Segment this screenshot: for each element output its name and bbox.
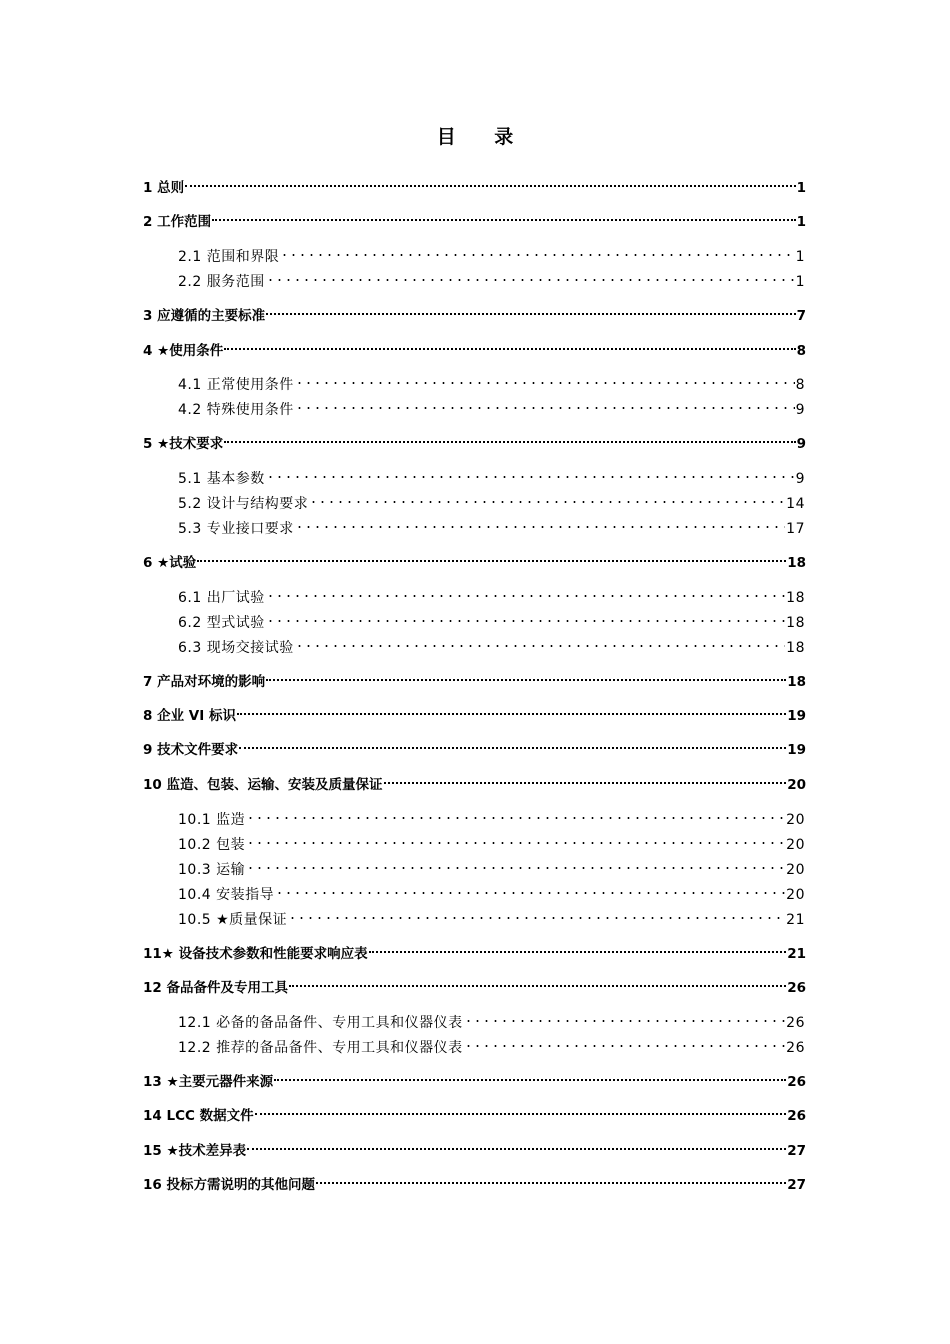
dot-leader (289, 970, 786, 992)
toc-entry-page-number: 14 (786, 496, 805, 512)
toc-entry[interactable] (178, 264, 805, 290)
toc-entry-label: 10.4 安装指导 (178, 887, 275, 903)
toc-entry-label: 2 工作范围 (143, 214, 212, 230)
toc-entry-label: 10.5 ★质量保证 (178, 912, 288, 928)
dot-leader (246, 852, 785, 874)
toc-entry-page-number: 20 (787, 777, 806, 793)
toc-entry[interactable] (178, 802, 805, 828)
toc-entry-page-number: 1 (796, 180, 806, 196)
toc-entry-label: 12 备品备件及专用工具 (143, 980, 288, 996)
toc-entry[interactable] (178, 630, 805, 656)
toc-entry-label: 12.2 推荐的备品备件、专用工具和仪器仪表 (178, 1040, 463, 1056)
toc-entry-page-number: 1 (795, 249, 805, 265)
toc-entry-page-number: 7 (796, 308, 806, 324)
toc-entry-label: 10.3 运输 (178, 862, 246, 878)
toc-entry-page-number: 1 (796, 214, 806, 230)
toc-entry[interactable] (143, 664, 806, 690)
dot-leader (309, 486, 785, 508)
toc-entry[interactable] (143, 204, 806, 230)
toc-entry-label: 1 总则 (143, 180, 185, 196)
dot-leader (295, 392, 795, 414)
toc-entry-page-number: 26 (787, 1074, 806, 1090)
dot-leader (224, 333, 795, 355)
page-title: 目 录 (436, 126, 530, 148)
dot-leader (274, 1064, 786, 1086)
dot-leader (464, 1030, 786, 1052)
toc-entry[interactable] (143, 298, 806, 324)
toc-entry-page-number: 26 (786, 1040, 805, 1056)
dot-leader (266, 664, 786, 686)
toc-entry-page-number: 20 (786, 862, 805, 878)
toc-entry[interactable] (178, 877, 805, 903)
toc-entry-label: 6.3 现场交接试验 (178, 640, 294, 656)
toc-entry[interactable] (178, 827, 805, 853)
toc-entry[interactable] (143, 545, 806, 571)
toc-entry[interactable] (178, 461, 805, 487)
toc-entry-page-number: 8 (796, 343, 806, 359)
toc-entry-page-number: 8 (795, 377, 805, 393)
toc-entry-page-number: 20 (786, 837, 805, 853)
toc-entry-page-number: 18 (786, 615, 805, 631)
toc-entry[interactable] (143, 1167, 806, 1193)
toc-entry[interactable] (178, 902, 805, 928)
toc-entry-page-number: 26 (786, 1015, 805, 1031)
dot-leader (280, 239, 794, 261)
dot-leader (266, 605, 785, 627)
dot-leader (384, 767, 787, 789)
dot-leader (266, 264, 795, 286)
toc-entry[interactable] (143, 170, 806, 196)
toc-entry-page-number: 19 (787, 708, 806, 724)
toc-entry[interactable] (178, 392, 805, 418)
toc-entry-label: 13 ★主要元器件来源 (143, 1074, 274, 1090)
toc-entry-label: 3 应遵循的主要标准 (143, 308, 266, 324)
toc-entry-page-number: 27 (787, 1143, 806, 1159)
toc-entry-page-number: 21 (787, 946, 806, 962)
toc-entry-page-number: 18 (786, 640, 805, 656)
toc-entry-page-number: 9 (796, 436, 806, 452)
toc-entry-page-number: 26 (787, 980, 806, 996)
toc-entry[interactable] (143, 698, 806, 724)
toc-entry[interactable] (143, 732, 806, 758)
toc-entry[interactable] (143, 936, 806, 962)
dot-leader (464, 1005, 786, 1027)
toc-entry[interactable] (178, 486, 805, 512)
toc-entry-label: 5.1 基本参数 (178, 471, 265, 487)
dot-leader (266, 461, 795, 483)
toc-entry[interactable] (143, 1133, 806, 1159)
toc-entry-label: 7 产品对环境的影响 (143, 674, 266, 690)
toc-entry-label: 15 ★技术差异表 (143, 1143, 247, 1159)
toc-entry-label: 5.3 专业接口要求 (178, 521, 294, 537)
toc-entry-label: 6.1 出厂试验 (178, 590, 265, 606)
dot-leader (266, 298, 796, 320)
dot-leader (185, 170, 796, 192)
toc-entry-page-number: 20 (786, 812, 805, 828)
toc-entry[interactable] (143, 1064, 806, 1090)
toc-entry[interactable] (143, 426, 806, 452)
toc-entry-page-number: 21 (786, 912, 805, 928)
toc-entry-page-number: 26 (787, 1108, 806, 1124)
dot-leader (247, 1133, 786, 1155)
toc-entry-page-number: 17 (786, 521, 805, 537)
toc-entry-page-number: 19 (787, 742, 806, 758)
toc-entry-page-number: 18 (786, 590, 805, 606)
toc-entry[interactable] (178, 1005, 805, 1031)
toc-entry[interactable] (143, 1098, 806, 1124)
toc-entry-label: 11★ 设备技术参数和性能要求响应表 (143, 946, 368, 962)
dot-leader (237, 698, 786, 720)
toc-entry-label: 10.1 监造 (178, 812, 246, 828)
toc-entry-label: 12.1 必备的备品备件、专用工具和仪器仪表 (178, 1015, 463, 1031)
toc-entry-page-number: 18 (787, 674, 806, 690)
dot-leader (224, 426, 795, 448)
toc-entry[interactable] (178, 367, 805, 393)
toc-entry[interactable] (143, 333, 806, 359)
dot-leader (212, 204, 796, 226)
toc-entry[interactable] (178, 239, 805, 265)
toc-entry-label: 5 ★技术要求 (143, 436, 224, 452)
toc-entry[interactable] (178, 580, 805, 606)
toc-entry-label: 5.2 设计与结构要求 (178, 496, 309, 512)
toc-entry[interactable] (178, 1030, 805, 1056)
dot-leader (295, 511, 785, 533)
toc-entry-label: 9 技术文件要求 (143, 742, 239, 758)
toc-entry-label: 2.1 范围和界限 (178, 249, 280, 265)
toc-entry-label: 4.1 正常使用条件 (178, 377, 294, 393)
dot-leader (288, 902, 785, 924)
toc-entry-label: 6.2 型式试验 (178, 615, 265, 631)
dot-leader (369, 936, 787, 958)
dot-leader (197, 545, 786, 567)
dot-leader (295, 630, 785, 652)
toc-entry[interactable] (143, 767, 806, 793)
dot-leader (255, 1098, 787, 1120)
dot-leader (246, 827, 785, 849)
dot-leader (316, 1167, 786, 1189)
toc-entry-page-number: 20 (786, 887, 805, 903)
toc-entry[interactable] (178, 605, 805, 631)
toc-entry[interactable] (178, 852, 805, 878)
toc-entry-page-number: 27 (787, 1177, 806, 1193)
toc-entry-label: 4 ★使用条件 (143, 343, 224, 359)
toc-entry-label: 6 ★试验 (143, 555, 197, 571)
dot-leader (246, 802, 785, 824)
toc-entry-page-number: 9 (795, 402, 805, 418)
dot-leader (275, 877, 785, 899)
dot-leader (266, 580, 785, 602)
toc-entry-label: 8 企业 VI 标识 (143, 708, 236, 724)
dot-leader (239, 732, 786, 754)
toc-entry[interactable] (143, 970, 806, 996)
toc-entry-label: 4.2 特殊使用条件 (178, 402, 294, 418)
toc-entry-page-number: 18 (787, 555, 806, 571)
toc-entry-label: 14 LCC 数据文件 (143, 1108, 254, 1124)
toc-entry-label: 10.2 包装 (178, 837, 246, 853)
toc-entry[interactable] (178, 511, 805, 537)
toc-entry-page-number: 1 (795, 274, 805, 290)
toc-entry-page-number: 9 (795, 471, 805, 487)
toc-entry-label: 10 监造、包装、运输、安装及质量保证 (143, 777, 383, 793)
dot-leader (295, 367, 795, 389)
toc-entry-label: 16 投标方需说明的其他问题 (143, 1177, 315, 1193)
toc-entry-label: 2.2 服务范围 (178, 274, 265, 290)
